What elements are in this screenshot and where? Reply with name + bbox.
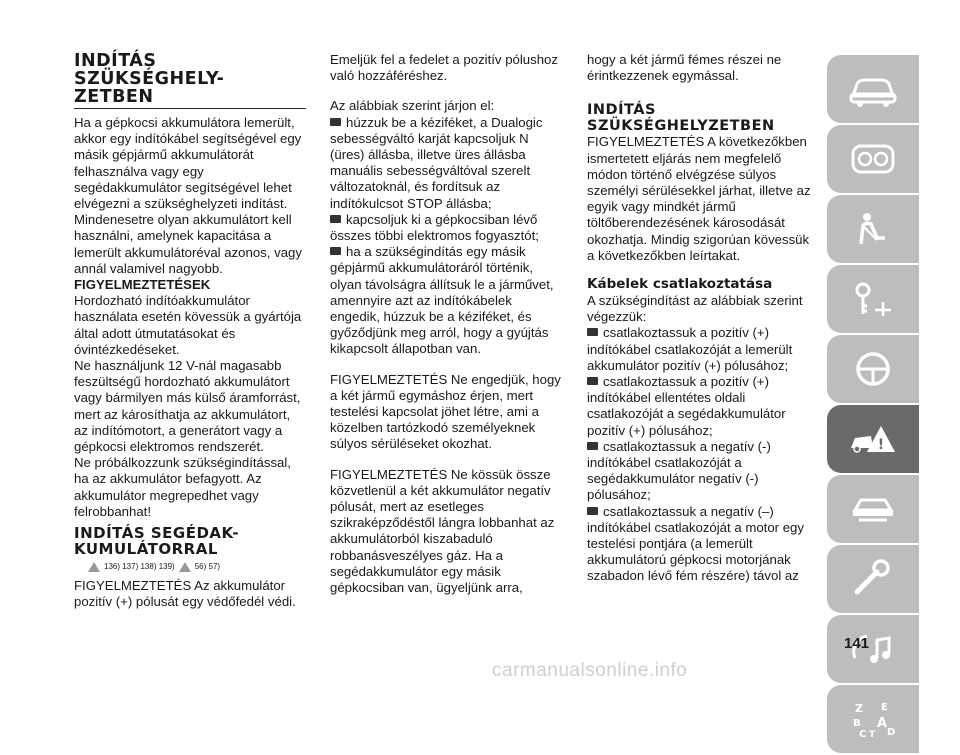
list-item: húzzuk be a kéziféket, a Dualogic sebességváltó karját kapcsoljuk N (üres) állásba, illetve üres állásba manuális sebességváltóval szerelt változatoknál, és fordítsuk az indítókulcsot STOP állásba; [330,114,543,211]
watermark: carmanualsonline.info [492,660,688,681]
index-letter: A [877,716,888,731]
index-letter: B [853,718,861,729]
paragraph: FIGYELMEZTETÉS A következőkben ismertetett eljárás nem megfelelő módon történő elvégzése súlyos személyi sérülésekkel járhat, illetve az egyik vagy mindkét jármű töltőberendezésének károsodását okozhatja. Mindig szigorúan kövessük a következőkben leírtakat. [587,134,811,263]
section-title-line-1: INDÍTÁS [587,102,656,119]
subsection-title [74,525,306,557]
list-item: csatlakoztassuk a negatív (-) indítókábel csatlakozóját a segédakkumulátor negatív (-) pólusához; [587,438,771,503]
paragraph: Ne használjunk 12 V-nál magasabb feszültségű hordozható akkumulátort vagy bármilyen más külső áramforrást, mert az károsíthatja az akkumulátort, az indítómotort, a generátort vagy a gépkocsi elektromos rendszerét. [74,358,301,455]
paragraph: FIGYELMEZTETÉS Ne kössük össze közvetlenül a két akkumulátor negatív pólusát, mert az esetleges szikraképződéstől lángra lobbanhat az akkumulátorból kiszabaduló robbanásveszélyes gáz. Ha a segédakkumulátor egy másik gépkocsiban van, ügyeljünk arra, [330,466,555,596]
paragraph: Ha a gépkocsi akkumulátora lemerült, akkor egy indítókábel segítségével egy másik gépjármű akkumulátorát felhasználva vagy egy segédakkumulátor segítségével lehet elvégezni a szükséghelyzeti indítást. Mindenesetre olyan akkumulátort kell használni, amelynek kapacitása a lemerült akkumulátoréval azonos, vagy annál valamivel nagyobb. [74,115,302,276]
tab-index[interactable] [827,685,919,753]
subsection-title-line-1: INDÍTÁS SEGÉDAK- [74,524,240,543]
paragraph: Az alábbiak szerint járjon el: [330,98,495,114]
column-2 [330,52,562,596]
index-letter: E [881,702,888,713]
tab-warning-lights[interactable] [827,335,919,403]
tab-emergency[interactable] [827,405,919,473]
tab-car-overview[interactable] [827,55,919,123]
tab-multimedia[interactable] [827,615,919,683]
seatbelt-icon [847,208,899,250]
caution-triangle-icon [179,562,191,572]
paragraph: A szükségindítást az alábbiak szerint végezzük: [587,293,803,325]
section-title-line-1: INDÍTÁS [74,51,157,71]
bullet-icon [330,118,341,126]
tab-dashboard[interactable] [827,125,919,193]
index-letter: T [869,730,876,740]
steering-wheel-icon [847,348,899,390]
bullet-icon [587,507,598,515]
car-lift-icon [847,488,899,530]
bullet-icon [330,215,341,223]
bullet-icon [587,442,598,450]
list-item: csatlakoztassuk a pozitív (+) indítókábel csatlakozóját a lemerült akkumulátor pozitív (+) pólusához; [587,325,793,373]
dashboard-icon [847,138,899,180]
warning-triangle-icon [88,562,100,572]
warnings-heading: FIGYELMEZTETÉSEK [74,277,211,293]
subsection-title-line-2: KUMULÁTORRAL [74,540,218,559]
column-3 [587,52,819,585]
list-item: csatlakoztassuk a negatív (–) indítókábel csatlakozóját a motor egy testelési pontjára (a lemerült akkumulátorú gépkocsi motorjának szabadon lévő fém részére) távol az [587,503,804,584]
reference-numbers: 136) 137) 138) 139) [104,562,175,572]
bullet-icon [587,377,598,385]
bullet-icon [587,328,598,336]
bullet-icon [330,247,341,255]
section-title-line-3: ZETBEN [74,87,154,107]
tab-technical-data[interactable] [827,545,919,613]
wrench-icon [847,558,899,600]
tab-safety[interactable] [827,195,919,263]
index-letter: C [859,729,867,740]
index-letter: D [887,727,896,738]
list-item: ha a szükségindítás egy másik gépjármű akkumulátoráról történik, olyan távolságra állítsuk le a járművet, amennyire azt az indítókábelek engedik, húzzuk be a kéziféket, és győződjünk meg arról, hogy a gyújtás kikapcsolt állapotban van. [330,244,554,357]
tab-starting-driving[interactable] [827,265,919,333]
section-title-block [74,52,306,109]
column-1 [74,52,306,610]
key-icon [847,278,899,320]
paragraph: hogy a két jármű fémes részei ne érintkezzenek egymással. [587,52,782,84]
chapter-tabs [827,55,919,755]
tab-maintenance[interactable] [827,475,919,543]
emergency-icon [847,418,899,460]
reference-numbers: 56) 57) [194,562,221,572]
page-number: 141 [844,635,870,652]
paragraph: Emeljük fel a fedelet a pozitív pólushoz való hozzáféréshez. [330,52,558,84]
section-title-line-2: SZÜKSÉGHELY- [74,69,225,89]
paragraph: FIGYELMEZTETÉS Az akkumulátor pozitív (+) pólusát egy védőfedél védi. [74,578,296,610]
reference-list [88,560,306,574]
svg-text:!: ! [877,437,885,453]
subsection-heading: Kábelek csatlakoztatása [587,276,773,293]
index-letters-icon [847,698,899,740]
section-title-line-2: SZÜKSÉGHELYZETBEN [587,118,775,135]
list-item: kapcsoljuk ki a gépkocsiban lévő összes többi elektromos fogyasztót; [330,211,539,244]
paragraph: Ne próbálkozzunk szükségindítással, ha az akkumulátor befagyott. Az akkumulátor megrepedhet vagy felrobbanhat! [74,455,291,519]
car-icon [847,68,899,110]
paragraph: Hordozható indítóakkumulátor használata esetén kövessük a gyártója által adott útmutatásokat és óvintézkedéseket. [74,293,302,357]
paragraph: FIGYELMEZTETÉS Ne engedjük, hogy a két jármű egymáshoz érjen, mert testelési kapcsolat jöhet létre, ami a közelben tartózkodó személyeknek súlyos sérüléseket okozhat. [330,371,561,452]
index-letter: Z [855,702,863,715]
list-item: csatlakoztassuk a pozitív (+) indítókábel ellentétes oldali csatlakozóját a segédakkumulátor pozitív (+) pólusához; [587,374,786,438]
